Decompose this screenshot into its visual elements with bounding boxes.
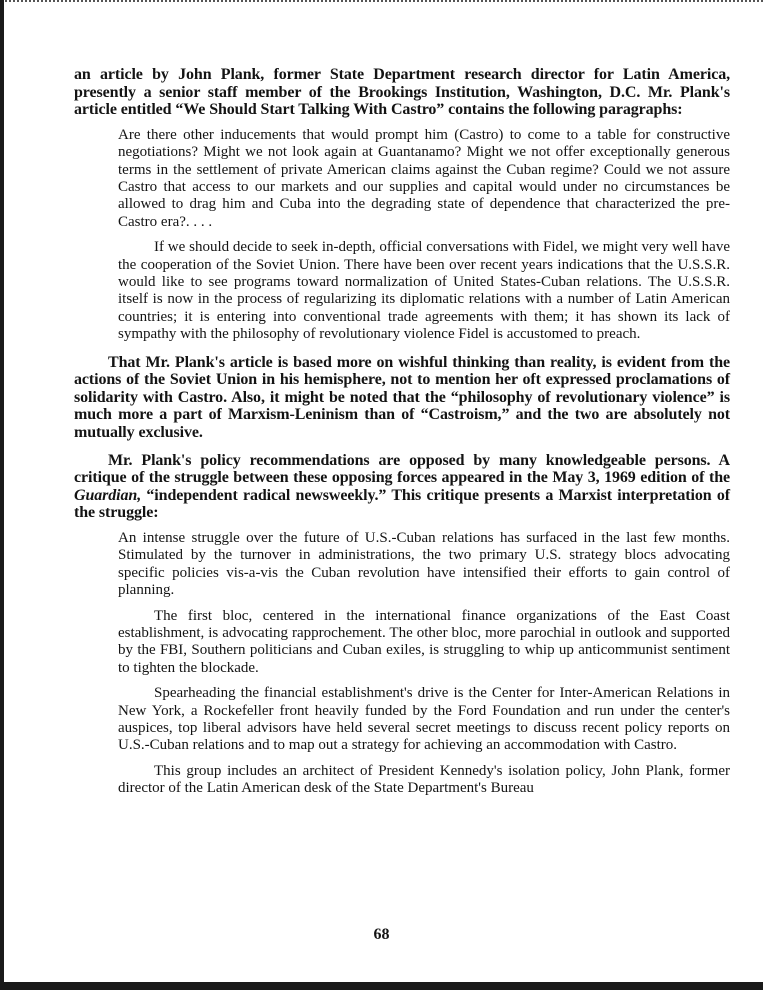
scan-left-edge — [0, 0, 4, 990]
quote-guardian-paragraph-2: The first bloc, centered in the international finance organizations of the East Coast establishment, is advocating rapprochement. The other bloc, more parochial in outlook and supported by the FBI, Southern politicians and Cuban exiles, is struggling to whip up anticommunist sentiment to tighten the blockade. — [118, 607, 730, 676]
body-paragraph-2: That Mr. Plank's article is based more on wishful thinking than reality, is evident from the actions of the Soviet Union in his hemisphere, not to mention her oft expressed proclamations of solidarity with Castro. Also, it might be noted that the “philosophy of revolutionary violence” is much more a part of Marxism-Leninism than of “Castroism,” and the two are absolutely not mutually exclusive. — [74, 353, 730, 442]
quote-guardian-paragraph-3: Spearheading the financial establishment's drive is the Center for Inter-American Relations in New York, a Rockefeller front heavily funded by the Ford Foundation and run under the center's auspices, top liberal advisors have held several secret meetings to discuss recent policy reports on U.S.-Cuban relations and to map out a strategy for achieving an accommodation with Castro. — [118, 685, 730, 754]
quote-plank-paragraph-1: Are there other inducements that would prompt him (Castro) to come to a table for constructive negotiations? Might we not look again at Guantanamo? Might we not offer exceptionally generous terms in the settlement of private American claims against the Cuban regime? Could we not assure Castro that access to our markets and our supplies and capital would under no circumstances be allowed to drag him and Cuba into the degrading state of dependence that characterized the pre-Castro era?. . . . — [118, 126, 730, 230]
quote-guardian-paragraph-1: An intense struggle over the future of U.S.-Cuban relations has surfaced in the last few months. Stimulated by the turnover in administrations, the two primary U.S. strategy blocs advocating specific policies vis-a-vis the Cuban revolution have intensified their efforts to gain control of planning. — [118, 530, 730, 599]
quote-plank-paragraph-2: If we should decide to seek in-depth, official conversations with Fidel, we might very well have the cooperation of the Soviet Union. There have been over recent years indications that the U.S.S.R. would like to see programs toward normalization of United States-Cuban relations. The U.S.S.R. itself is now in the process of regularizing its diplomatic relations with a number of Latin American countries; it is entering into conventional trade agreements with them; it has shown its lack of sympathy with the philosophy of revolutionary violence Fidel is accustomed to preach. — [118, 239, 730, 343]
paragraph-3-text-start: Mr. Plank's policy recommendations are opposed by many knowledgeable persons. A critique of the struggle between these opposing forces appeared in the May 3, 1969 edition of the — [74, 451, 730, 487]
publication-title: Guardian, — [74, 486, 142, 504]
scan-top-edge — [0, 0, 763, 6]
paragraph-3-text-end: “independent radical newsweekly.” This critique presents a Marxist interpretation of the struggle: — [74, 486, 730, 522]
opening-paragraph: an article by John Plank, former State Department research director for Latin America, presently a senior staff member of the Brookings Institution, Washington, D.C. Mr. Plank's article entitled “We Should Start Talking With Castro” contains the following paragraphs: — [74, 66, 730, 119]
document-page — [74, 66, 730, 946]
block-quote-plank — [118, 127, 730, 344]
block-quote-guardian — [118, 530, 730, 798]
quote-guardian-paragraph-4: This group includes an architect of President Kennedy's isolation policy, John Plank, former director of the Latin American desk of the State Department's Bureau — [118, 762, 730, 797]
page-number: 68 — [373, 926, 390, 943]
body-paragraph-3 — [74, 452, 730, 522]
scan-bottom-edge — [0, 982, 763, 990]
